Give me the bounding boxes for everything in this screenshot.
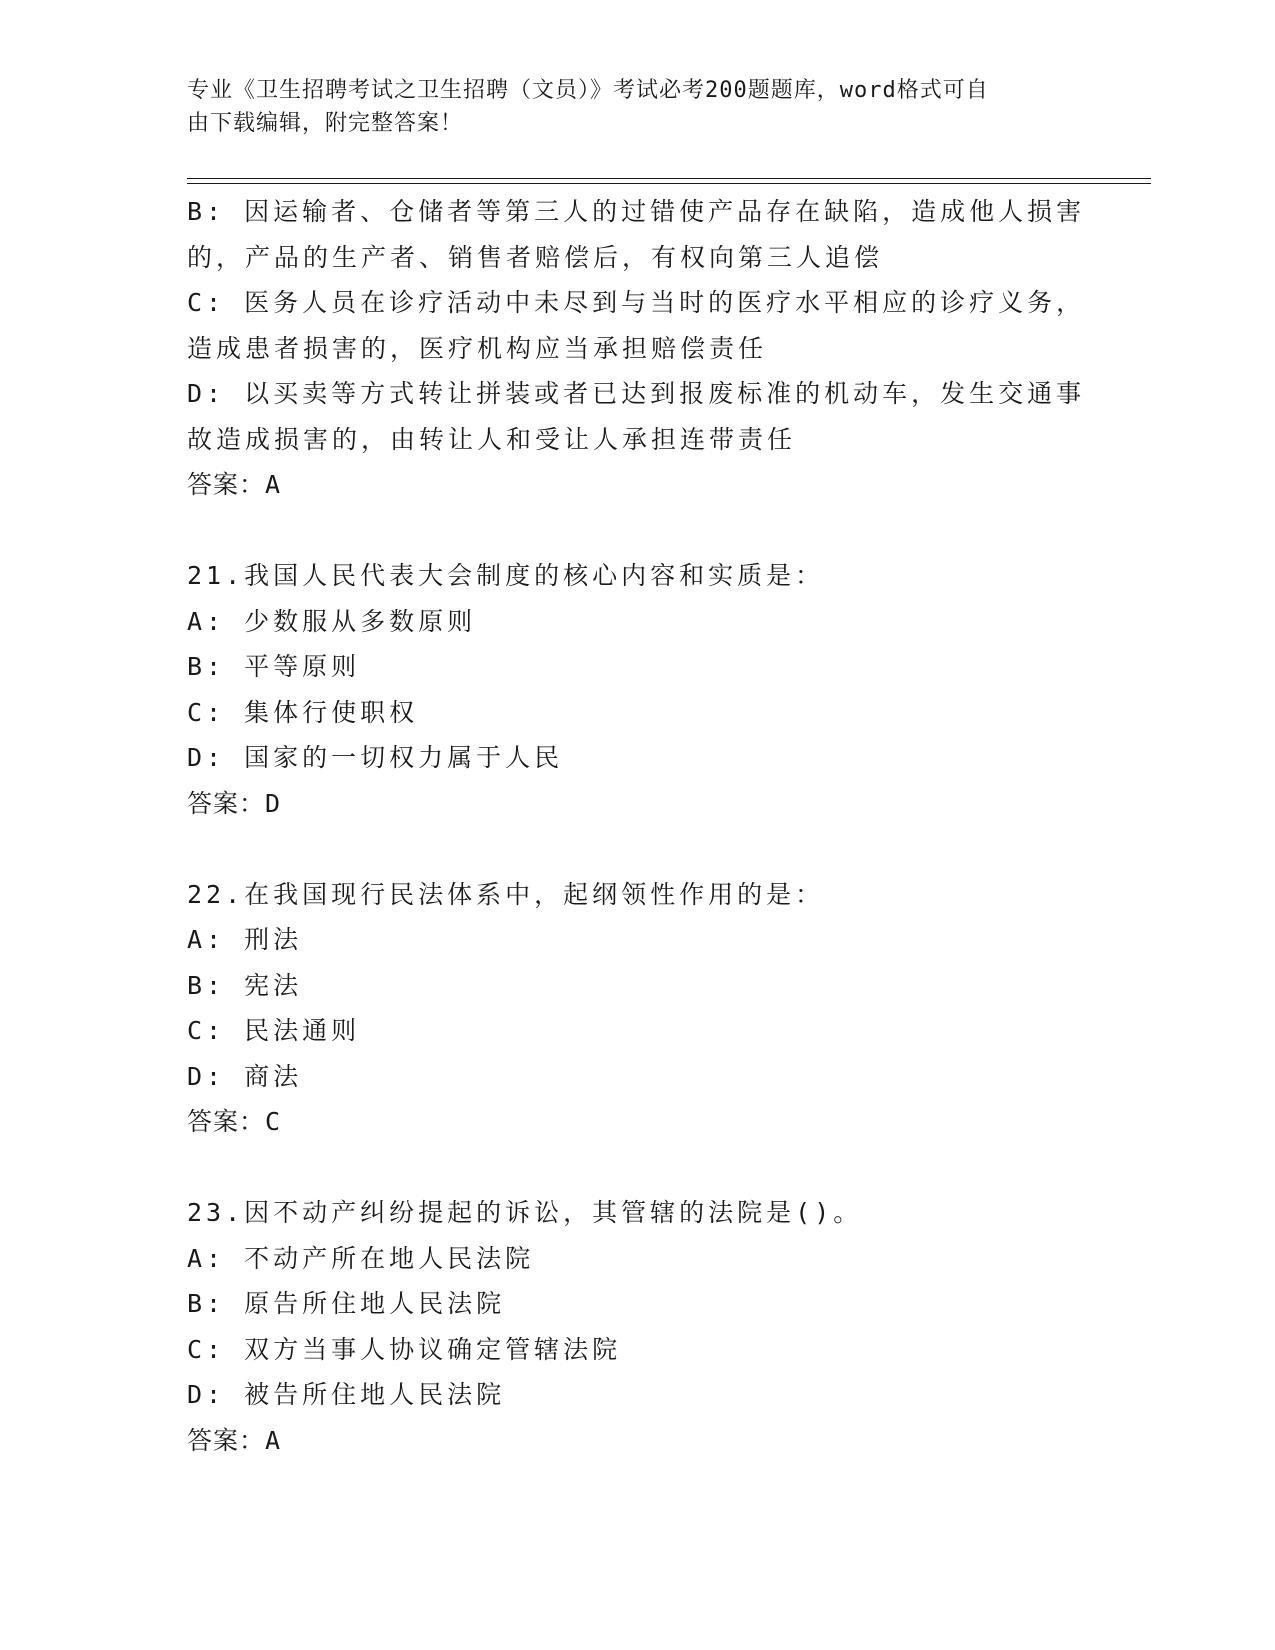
option-a: A: 不动产所在地人民法院 (187, 1243, 535, 1273)
question-stem: 23.因不动产纠纷提起的诉讼，其管辖的法院是()。 (187, 1198, 863, 1227)
spacer (187, 826, 1087, 872)
option-d-line-2: 故造成损害的，由转让人和受让人承担连带责任 (187, 424, 797, 454)
option-c: C: 民法通则 (187, 1016, 361, 1045)
answer-line: 答案：A (187, 470, 282, 499)
answer-line: 答案：A (187, 1425, 282, 1455)
option-d: D: 国家的一切权力属于人民 (187, 743, 564, 772)
question-stem: 21.我国人民代表大会制度的核心内容和实质是： (187, 561, 825, 590)
option-c: C: 集体行使职权 (187, 697, 419, 727)
header-divider-bottom (187, 183, 1151, 184)
question-content (187, 189, 1087, 1463)
option-b-line-1: B: 因运输者、仓储者等第三人的过错使产品存在缺陷，造成他人损害 (187, 197, 1086, 226)
option-d: D: 商法 (187, 1061, 303, 1091)
answer-line: 答案：D (187, 788, 282, 818)
option-b: B: 原告所住地人民法院 (187, 1289, 506, 1318)
spacer (187, 1145, 1087, 1191)
header-line-1: 专业《卫生招聘考试之卫生招聘（文员）》考试必考200题题库，word格式可自 (187, 78, 989, 103)
document-header (187, 74, 1067, 140)
option-c-line-2: 造成患者损害的，医疗机构应当承担赔偿责任 (187, 333, 768, 363)
question-23 (187, 1190, 1087, 1463)
option-b-line-2: 的，产品的生产者、销售者赔偿后，有权向第三人追偿 (187, 242, 884, 272)
option-d: D: 被告所住地人民法院 (187, 1380, 506, 1409)
answer-line: 答案：C (187, 1107, 282, 1136)
option-d-line-1: D: 以买卖等方式转让拼装或者已达到报废标准的机动车，发生交通事 (187, 379, 1086, 408)
carry-over-question (187, 189, 1087, 508)
question-21 (187, 553, 1087, 826)
option-a: A: 刑法 (187, 925, 303, 954)
option-b: B: 宪法 (187, 970, 303, 1000)
header-divider-top (187, 178, 1151, 179)
option-a: A: 少数服从多数原则 (187, 606, 477, 636)
header-line-2: 由下载编辑，附完整答案！ (187, 111, 464, 136)
option-c: C: 双方当事人协议确定管辖法院 (187, 1334, 622, 1364)
option-b: B: 平等原则 (187, 652, 361, 681)
question-stem: 22.在我国现行民法体系中，起纲领性作用的是： (187, 879, 825, 909)
question-22 (187, 872, 1087, 1145)
spacer (187, 508, 1087, 554)
option-c-line-1: C: 医务人员在诊疗活动中未尽到与当时的医疗水平相应的诊疗义务， (187, 288, 1086, 317)
